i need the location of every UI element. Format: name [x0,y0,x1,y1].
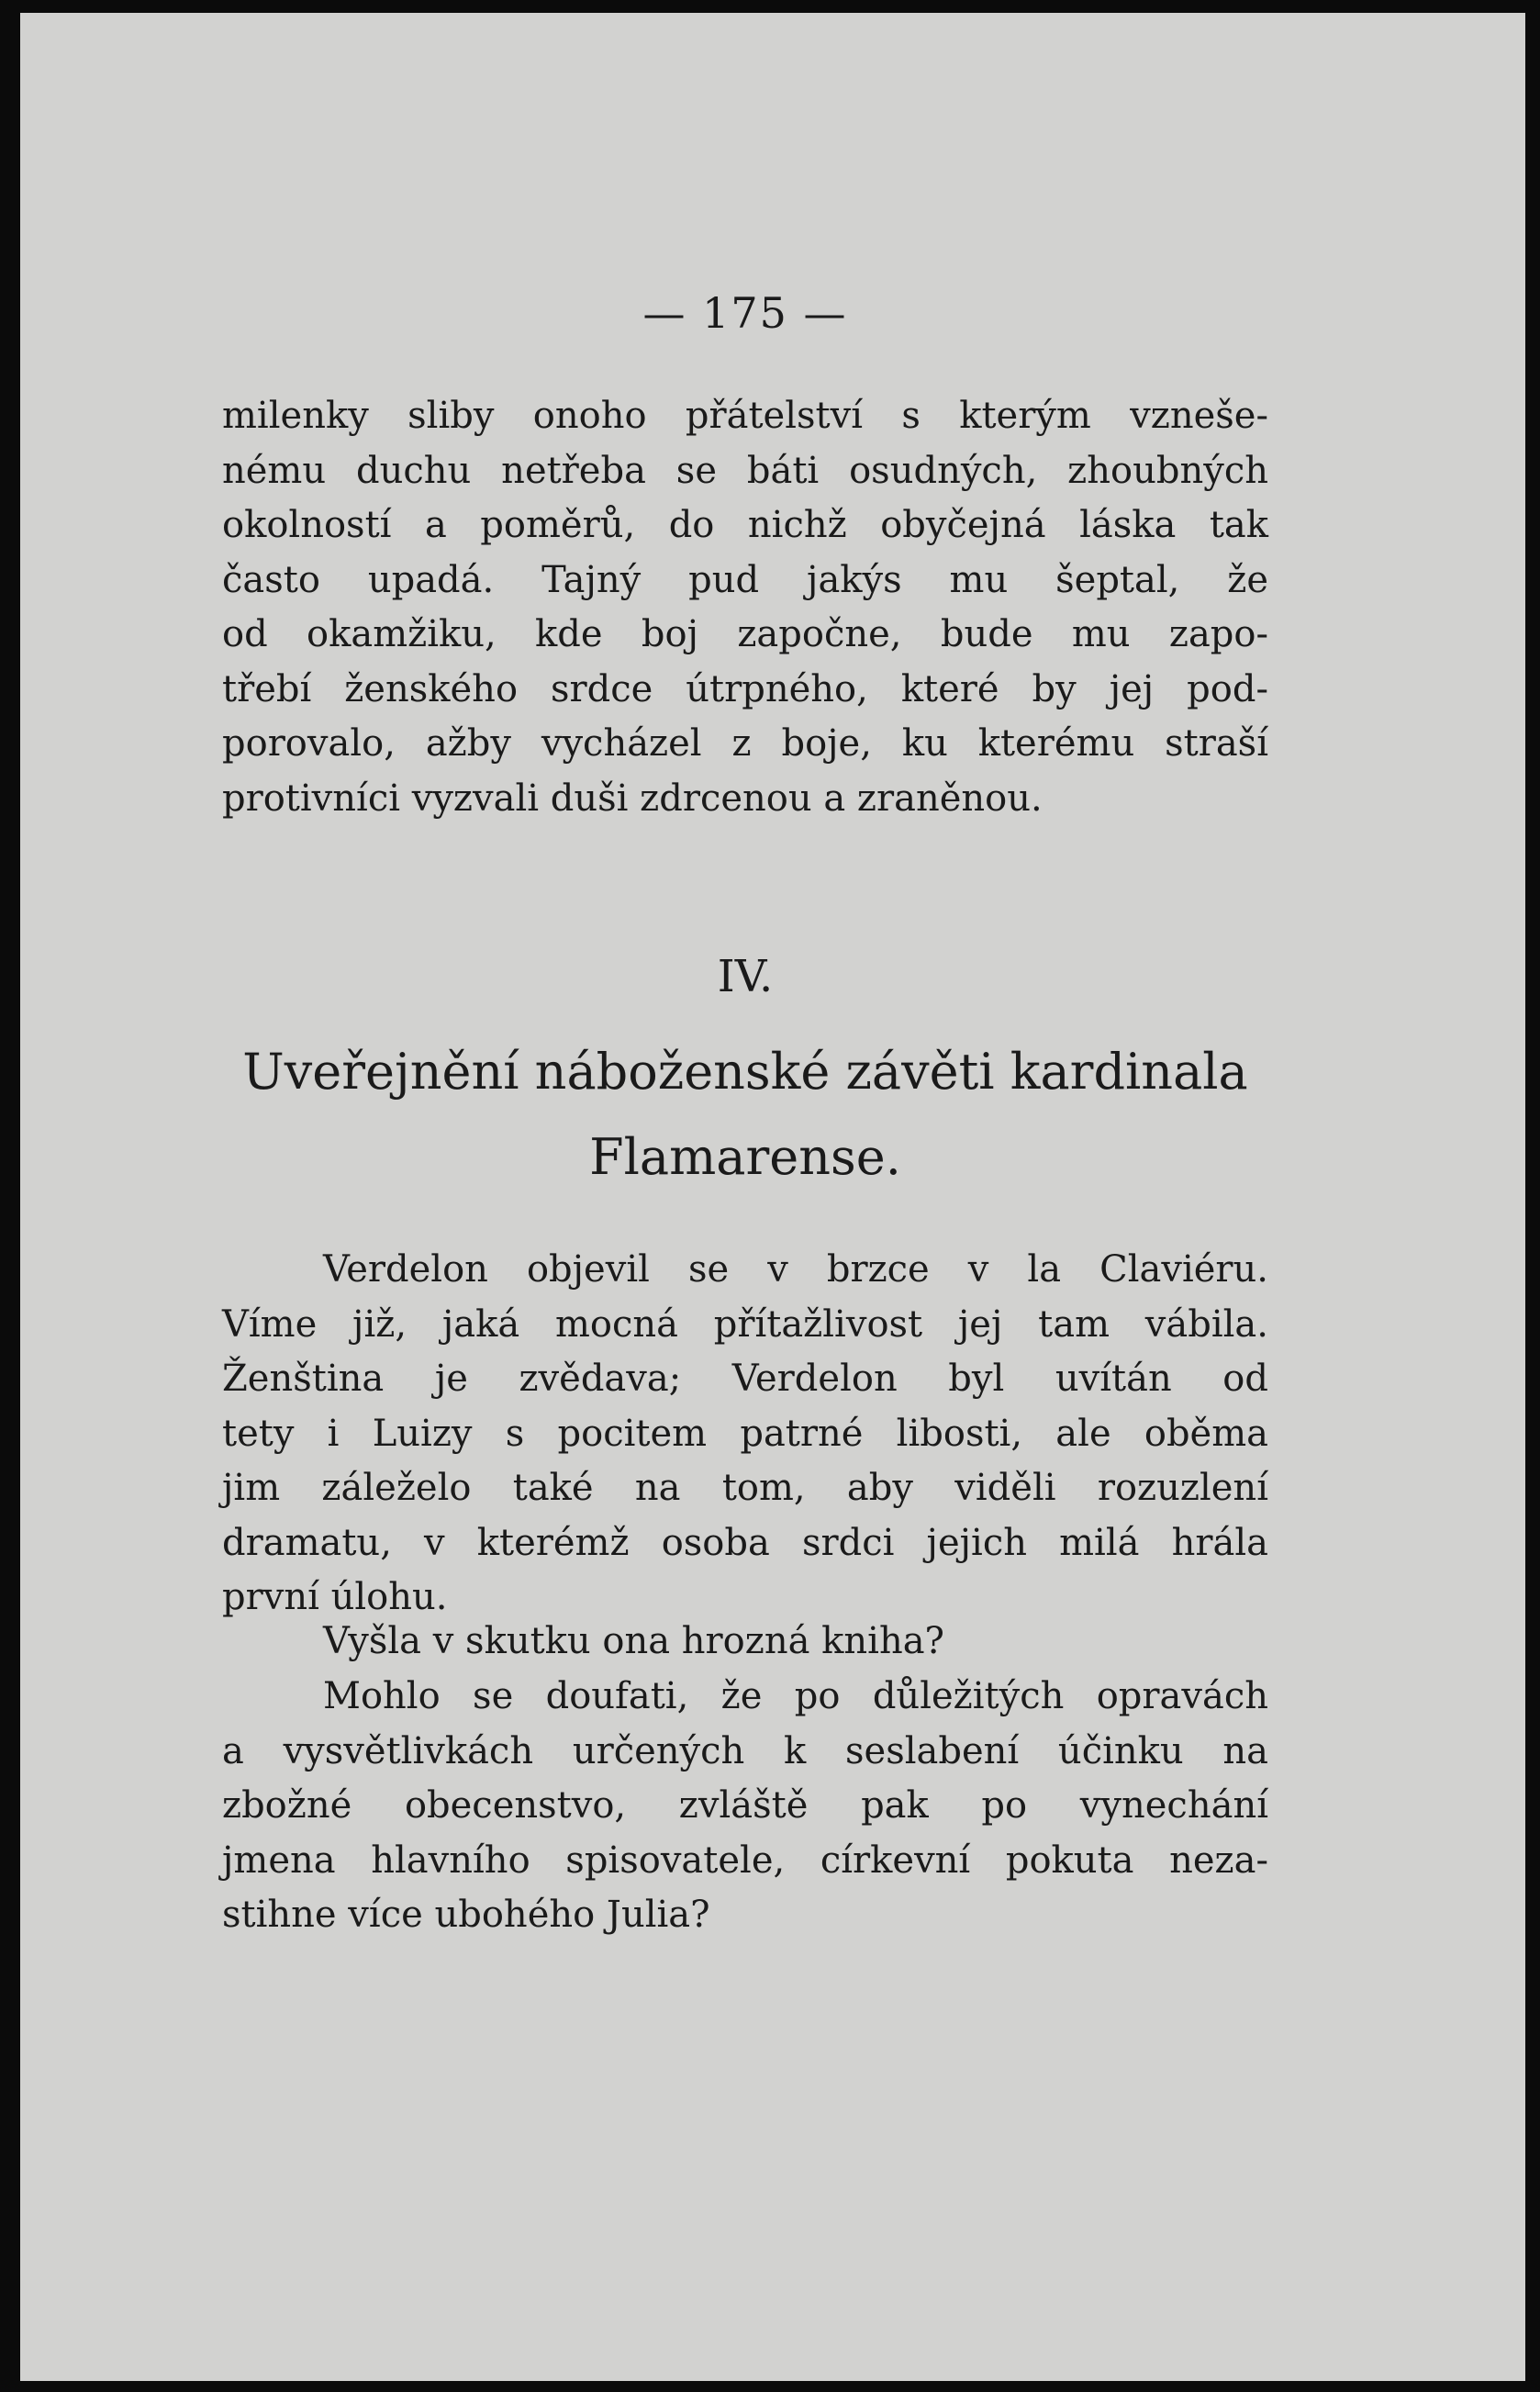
text-line: Mohlo se doufati, že po důležitých opravách [323,1675,1268,1717]
text-line: stihne více ubohého Julia? [222,1894,710,1936]
text-line: od okamžiku, kde boj započne, bude mu zapo- [222,613,1268,655]
paragraph-2 [222,1243,1268,1626]
text-line: porovalo, ažby vycházel z boje, ku kterému straší [222,722,1268,765]
text-line: a vysvětlivkách určených k seslabení účinku na [222,1729,1268,1772]
paragraph-4 [222,1670,1268,1943]
text-line: nému duchu netřeba se báti osudných, zhoubných [222,449,1268,492]
paragraph-1 [222,389,1268,826]
text-line: Víme již, jaká mocná přítažlivost jej tam vábila. [222,1302,1268,1346]
book-page [20,13,1525,2381]
text-line: Ženština je zvědava; Verdelon byl uvítán od [222,1358,1268,1400]
paragraph-3 [222,1615,1268,1670]
text-line: milenky sliby onoho přátelství s kterým vzneše- [222,395,1268,437]
text-line: protivníci vyzvali duši zdrcenou a zraněnou. [222,777,1043,820]
text-line: první úlohu. [222,1576,448,1618]
text-line: třebí ženského srdce útrpného, které by jej pod- [222,667,1268,710]
text-line: často upadá. Tajný pud jakýs mu šeptal, že [222,558,1268,601]
text-line: tety i Luizy s pocitem patrné libosti, ale oběma [222,1412,1268,1455]
chapter-title-line-1: Uveřejnění náboženské závěti kardinala [242,1043,1248,1101]
chapter-title-line-2: Flamarense. [589,1128,901,1186]
text-line: dramatu, v kterémž osoba srdci jejich milá hrála [222,1521,1268,1564]
page-number: — 175 — [642,288,848,338]
text-line: jmena hlavního spisovatele, církevní pokuta neza- [222,1839,1268,1882]
text-line: jim záleželo také na tom, aby viděli rozuzlení [222,1467,1268,1509]
chapter-number: IV. [717,951,774,1002]
text-line: okolností a poměrů, do nichž obyčejná láska tak [222,504,1268,546]
text-line: Verdelon objevil se v brzce v la Claviéru. [323,1248,1268,1291]
text-line: zbožné obecenstvo, zvláště pak po vynechání [222,1784,1268,1827]
text-line: Vyšla v skutku ona hrozná kniha? [323,1620,944,1662]
